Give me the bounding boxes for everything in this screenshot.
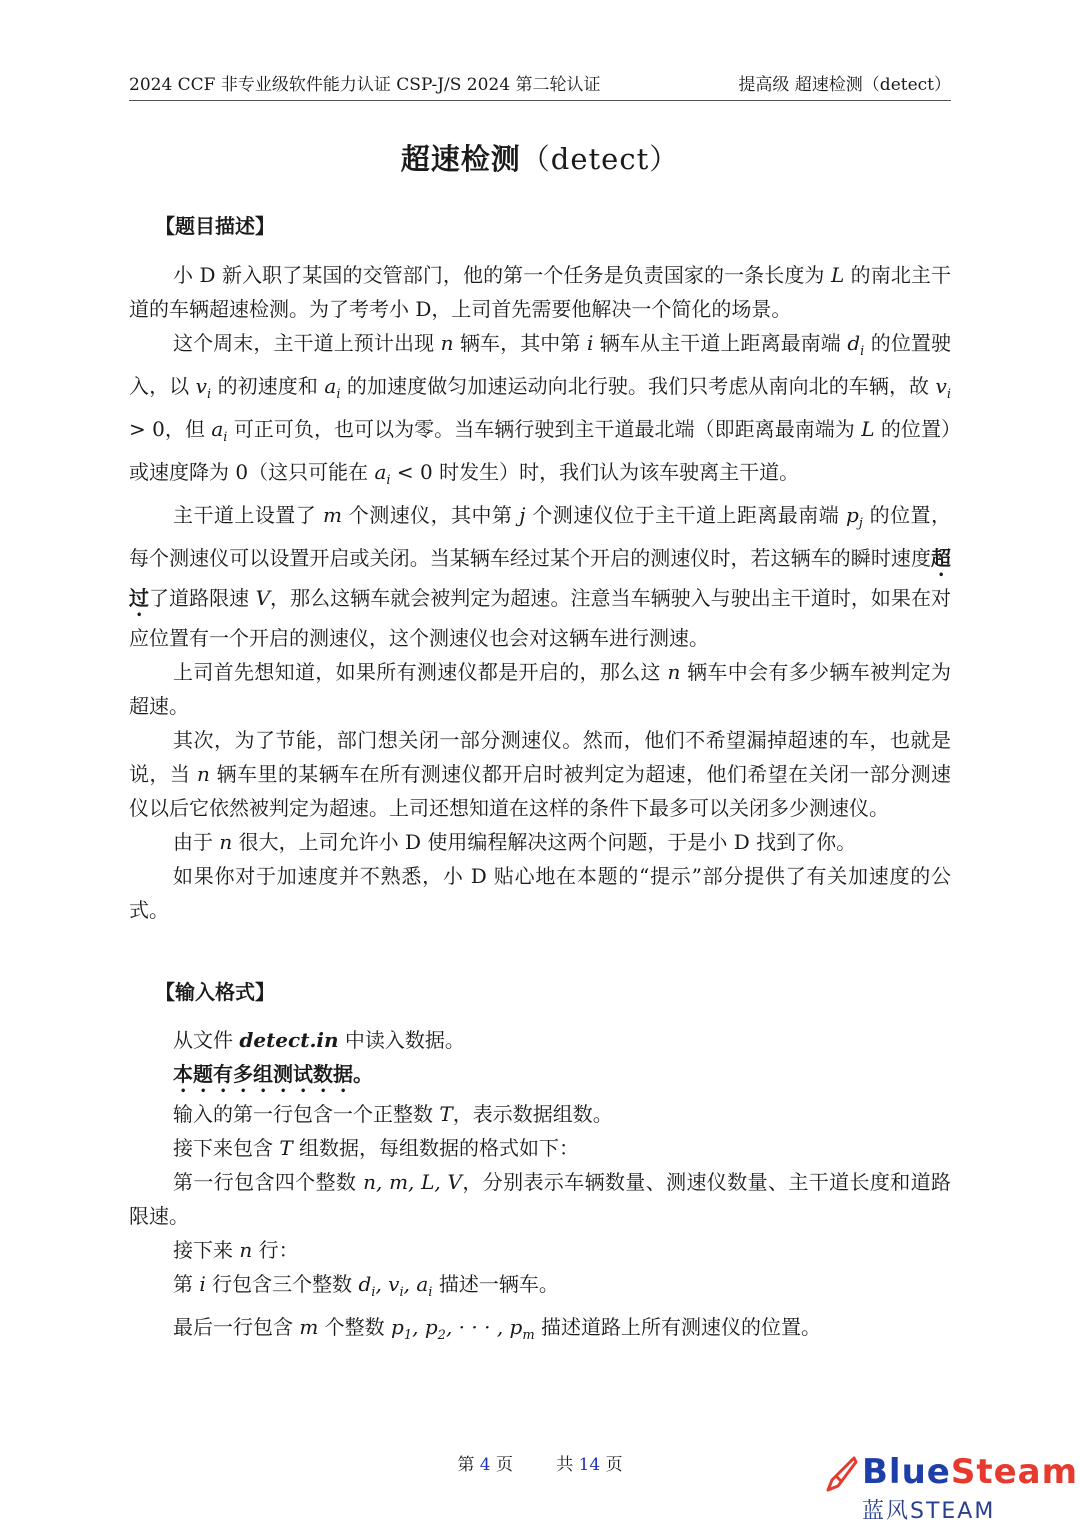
input-line-7: 第 i 行包含三个整数 $d_i$, $v_i$, $a_i$ 描述一辆车。 bbox=[173, 1272, 559, 1300]
header-left: 2024 CCF 非专业级软件能力认证 CSP-J/S 2024 第二轮认证 bbox=[129, 75, 601, 95]
page-footer: 第 4 页 共 14 页 bbox=[457, 1455, 623, 1475]
problem-title bbox=[0, 137, 1080, 178]
input-line-5: 第一行包含四个整数 n, m, L, V，分别表示车辆数量、测速仪数量、主干道长度和道路限速。 bbox=[129, 1170, 951, 1228]
header-right: 提高级 超速检测（detect） bbox=[738, 75, 951, 95]
input-line-6: 接下来 n 行： bbox=[173, 1238, 299, 1262]
section-description-heading: 【题目描述】 bbox=[155, 214, 275, 238]
input-line-2: 本题有多组测试数据。 bbox=[173, 1062, 373, 1086]
rocket-icon bbox=[824, 1454, 860, 1494]
desc-para-3: 主干道上设置了 m 个测速仪，其中第 j 个测速仪位于主干道上距离最南端 $p_j$ 的位置，每个测速仪可以设置开启或关闭。当某辆车经过某个开启的测速仪时，若这辆车的瞬时速度超过了道路限速 V，那么这辆车就会被判定为超速。注意当车辆驶入与驶出主干道时，如果在对应位置有一个开启的测速仪，这个测速仪也会对这辆车进行测速。 bbox=[129, 503, 952, 650]
total-pages: 14 bbox=[578, 1455, 601, 1475]
input-line-3: 输入的第一行包含一个正整数 T，表示数据组数。 bbox=[173, 1102, 613, 1126]
page-number: 4 bbox=[479, 1455, 491, 1475]
title-paren: （detect） bbox=[520, 142, 680, 176]
section-input-heading: 【输入格式】 bbox=[155, 980, 275, 1004]
bluesteam-logo bbox=[822, 1452, 1079, 1524]
input-line-1: 从文件 detect.in 中读入数据。 bbox=[173, 1028, 465, 1052]
logo-subtitle: 蓝风STEAM bbox=[862, 1499, 996, 1524]
desc-para-6: 由于 n 很大，上司允许小 D 使用编程解决这两个问题，于是小 D 找到了你。 bbox=[173, 830, 857, 854]
desc-para-1: 小 D 新入职了某国的交管部门，他的第一个任务是负责国家的一条长度为 L 的南北主干道的车辆超速检测。为了考考小 D，上司首先需要他解决一个简化的场景。 bbox=[129, 263, 952, 321]
desc-para-7: 如果你对于加速度并不熟悉，小 D 贴心地在本题的“提示”部分提供了有关加速度的公式。 bbox=[129, 864, 951, 922]
desc-para-5: 其次，为了节能，部门想关闭一部分测速仪。然而，他们不希望漏掉超速的车，也就是说，当 n 辆车里的某辆车在所有测速仪都开启时被判定为超速，他们希望在关闭一部分测速仪以后它依然被判定为超速。上司还想知道在这样的条件下最多可以关闭多少测速仪。 bbox=[129, 728, 951, 820]
title-main: 超速检测 bbox=[400, 142, 521, 176]
desc-para-4: 上司首先想知道，如果所有测速仪都是开启的，那么这 n 辆车中会有多少辆车被判定为超速。 bbox=[129, 660, 952, 718]
input-line-4: 接下来包含 T 组数据，每组数据的格式如下： bbox=[173, 1136, 580, 1160]
input-line-8: 最后一行包含 m 个整数 $p_1$, $p_2$, · · · , $p_m$ 描述道路上所有测速仪的位置。 bbox=[173, 1315, 822, 1343]
page-header bbox=[129, 70, 951, 101]
logo-brand: BlueSteam bbox=[862, 1452, 1079, 1492]
description-body bbox=[129, 258, 951, 927]
desc-para-2: 这个周末，主干道上预计出现 n 辆车，其中第 i 辆车从主干道上距离最南端 $d_i$ 的位置驶入，以 $v_i$ 的初速度和 $a_i$ 的加速度做匀加速运动向北行驶。我们只考虑从南向北的车辆，故 $v_i > 0$，但 $a_i$ 可正可负，也可以为零。当车辆行驶到主干道最北端（即距离最南端为 L 的位置）或速度降为 0（这只可能在 $a_i < 0$ 时发生）时，我们认为该车驶离主干道。 bbox=[129, 331, 952, 488]
input-body bbox=[129, 1023, 951, 1353]
